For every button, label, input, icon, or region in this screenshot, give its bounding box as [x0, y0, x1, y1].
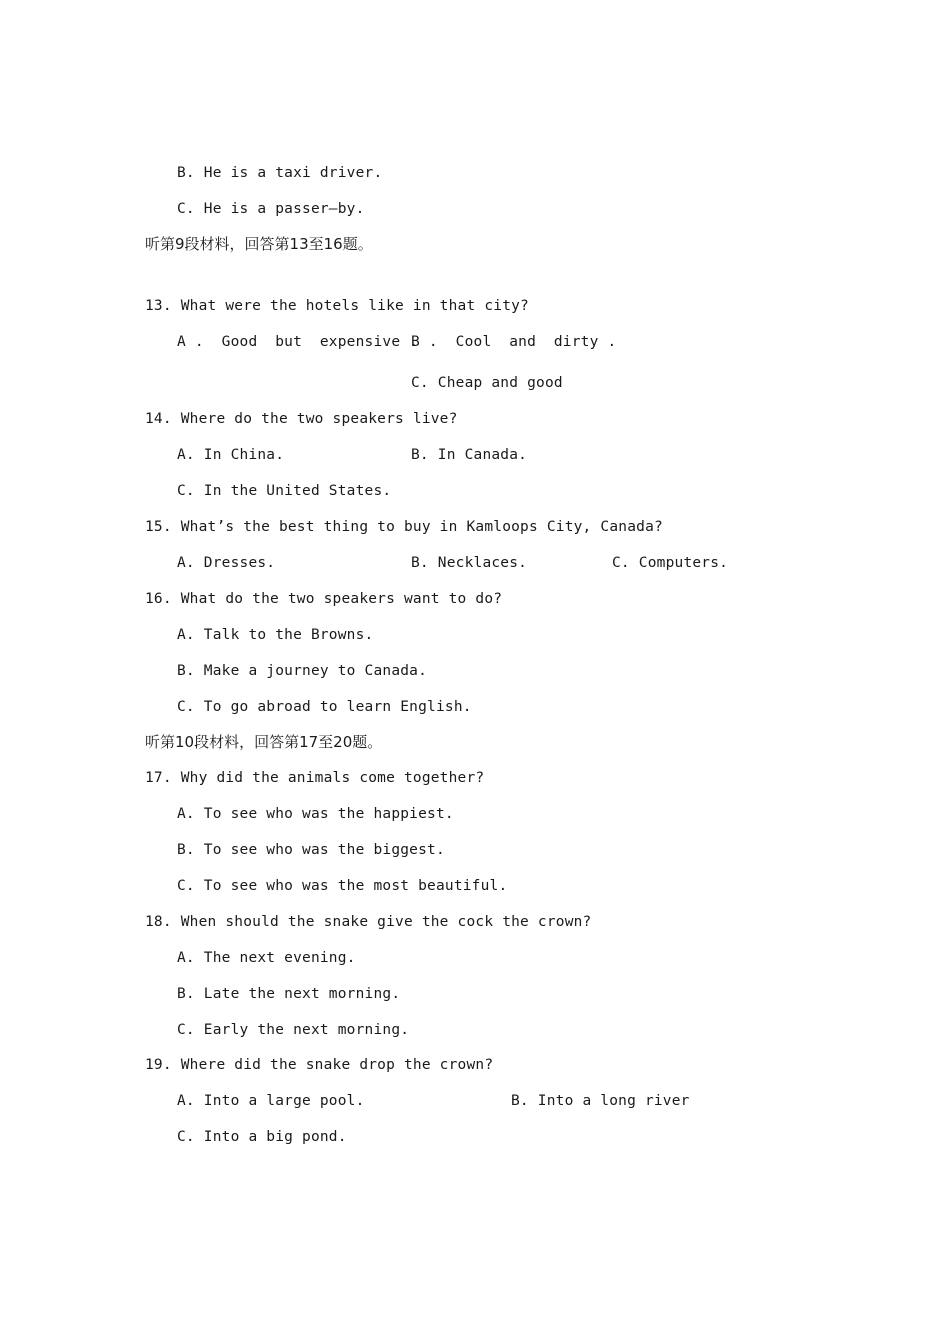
question-19: 19. Where did the snake drop the crown? [145, 1057, 494, 1073]
q13-option-a: A . Good but expensive . [177, 334, 419, 350]
q18-option-a: A. The next evening. [177, 950, 356, 966]
question-14: 14. Where do the two speakers live? [145, 411, 458, 427]
q14-option-a: A. In China. [177, 447, 285, 463]
q18-option-b: B. Late the next morning. [177, 986, 401, 1002]
q15-option-c: C. Computers. [612, 555, 729, 571]
q16-option-b: B. Make a journey to Canada. [177, 663, 428, 679]
q17-option-c: C. To see who was the most beautiful. [177, 878, 508, 894]
q16-option-a: A. Talk to the Browns. [177, 627, 374, 643]
q13-option-b: B . Cool and dirty . [411, 334, 617, 350]
q12-option-c: C. He is a passer—by. [177, 201, 365, 217]
question-15: 15. What’s the best thing to buy in Kamloops City, Canada? [145, 519, 663, 535]
q16-option-c: C. To go abroad to learn English. [177, 699, 472, 715]
q14-option-b: B. In Canada. [411, 447, 528, 463]
q15-option-b: B. Necklaces. [411, 555, 528, 571]
q12-option-b: B. He is a taxi driver. [177, 165, 383, 181]
q18-option-c: C. Early the next morning. [177, 1022, 410, 1038]
q19-option-b: B. Into a long river [511, 1093, 690, 1109]
q19-option-c: C. Into a big pond. [177, 1129, 347, 1145]
q15-option-a: A. Dresses. [177, 555, 276, 571]
q13-option-c: C. Cheap and good [411, 375, 563, 391]
section-10-instruction: 听第10段材料，回答第17至20题。 [145, 733, 383, 751]
q17-option-b: B. To see who was the biggest. [177, 842, 445, 858]
question-16: 16. What do the two speakers want to do? [145, 591, 503, 607]
q17-option-a: A. To see who was the happiest. [177, 806, 454, 822]
question-13: 13. What were the hotels like in that city? [145, 298, 529, 314]
q14-option-c: C. In the United States. [177, 483, 392, 499]
question-17: 17. Why did the animals come together? [145, 770, 485, 786]
section-9-instruction: 听第9段材料，回答第13至16题。 [145, 235, 373, 253]
question-18: 18. When should the snake give the cock the crown? [145, 914, 592, 930]
q19-option-a: A. Into a large pool. [177, 1093, 365, 1109]
